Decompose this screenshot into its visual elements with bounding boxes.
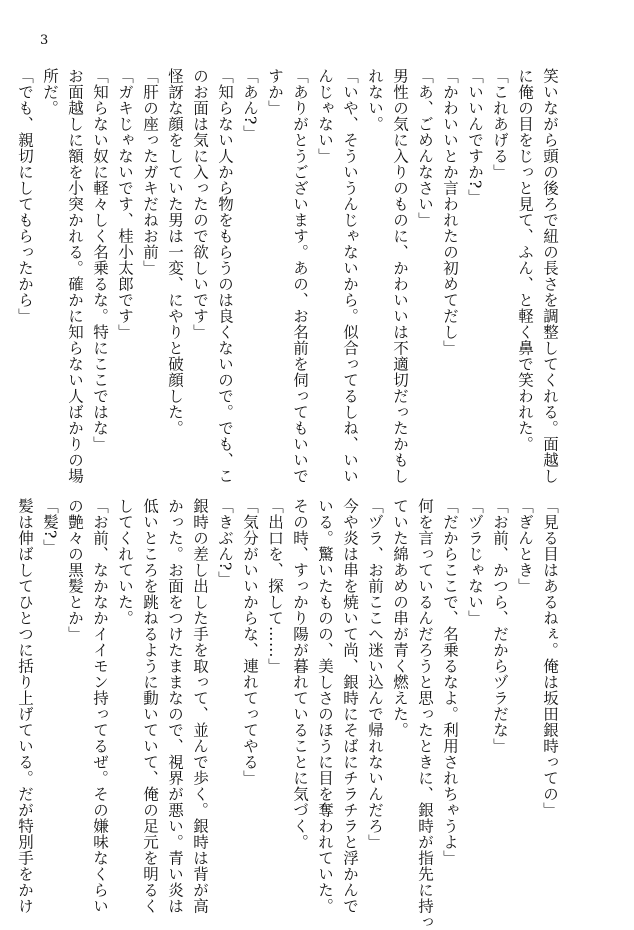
text-line: いる。驚いたものの、美しさのほうに目を奪われていた。 <box>316 498 334 914</box>
text-line: 「いいんですか?」 <box>466 68 484 205</box>
text-line: その時、すっかり陽が暮れていることに気づく。 <box>291 498 309 850</box>
text-line: してくれていた。 <box>116 498 134 626</box>
text-line: のお面は気に入ったので欲しいです」 <box>191 68 209 340</box>
text-line: 笑いながら頭の後ろで紐の長さを調整してくれる。面越し <box>541 68 559 484</box>
text-line: すか」 <box>266 68 284 116</box>
text-line: 低いところを跳ねるように動いていて、俺の足元を明るく <box>141 498 159 914</box>
text-line: 所だ。 <box>41 68 59 116</box>
text-line: 「知らない奴に軽々しく名乗るな。特にここではな」 <box>91 68 109 452</box>
text-line: 男性の気に入りのものに、かわいいは不適切だったかもし <box>391 68 409 484</box>
text-line: の艶々の黒髪とか」 <box>66 498 84 642</box>
text-line: に俺の目をじっと見て、ふん、と軽く鼻で笑われた。 <box>516 68 534 452</box>
text-line: 髪は伸ばしてひとつに括り上げている。だが特別手をかけ <box>16 498 34 914</box>
text-line: 「肝の座ったガキだねお前」 <box>141 68 159 276</box>
text-line: 「これあげる」 <box>491 68 509 180</box>
text-line: 「髪?」 <box>41 498 59 555</box>
text-line: 「きぶん?」 <box>216 498 234 587</box>
text-line: 「知らない人から物をもらうのは良くないので。でも、こ <box>216 68 234 484</box>
text-line: 「ありがとうございます。あの、お名前を伺ってもいいで <box>291 68 309 484</box>
text-line: 「ヅラじゃない」 <box>466 498 484 626</box>
text-block-top <box>12 68 562 488</box>
text-line: 怪訝な顔をしていた男は一変、にやりと破顔した。 <box>166 68 184 436</box>
text-line: 「だからここで、名乗るなよ。利用されちゃうよ」 <box>441 498 459 866</box>
text-line: 「お前、なかなかイイモン持ってるぜ。その嫌味なくらい <box>91 498 109 914</box>
text-line: 今や炎は串を焼いて尚、銀時にそばにチラチラと浮かんで <box>341 498 359 914</box>
text-line: かった。お面をつけたままなので、視界が悪い。青い炎は <box>166 498 184 914</box>
text-line: 「出口を、探して……」 <box>266 498 284 674</box>
text-line: 「お前、かつら、だからヅラだな」 <box>491 498 509 754</box>
text-line: お面越しに額を小突かれる。確かに知らない人ばかりの場 <box>66 68 84 484</box>
text-block-bottom <box>12 498 562 930</box>
text-line: 「ガキじゃないです、桂小太郎です」 <box>116 68 134 340</box>
text-line: 何を言っているんだろうと思ったときに、銀時が指先に持っ <box>416 498 434 930</box>
page-number: 3 <box>40 33 49 48</box>
text-line: 「ぎんとき」 <box>516 498 534 594</box>
text-line: んじゃない」 <box>316 68 334 164</box>
text-line: 「かわいいとか言われたの初めてだし」 <box>441 68 459 356</box>
text-line: れない。 <box>366 68 384 132</box>
text-line: 銀時の差し出した手を取って、並んで歩く。銀時は背が高 <box>191 498 209 914</box>
text-line: 「でも、親切にしてもらったから」 <box>16 68 34 324</box>
text-line: ていた綿あめの串が青く燃えた。 <box>391 498 409 738</box>
text-line: 「見る目はあるねぇ。俺は坂田銀時っての」 <box>541 498 559 818</box>
text-line: 「気分がいいからな、連れてってやる」 <box>241 498 259 786</box>
text-line: 「いや、そういうんじゃないから。似合ってるしね、いい <box>341 68 359 484</box>
text-line: 「あん?」 <box>241 68 259 141</box>
text-line: 「あ、ごめんなさい」 <box>416 68 434 228</box>
text-line: 「ヅラ、お前ここへ迷い込んで帰れないんだろ」 <box>366 498 384 850</box>
